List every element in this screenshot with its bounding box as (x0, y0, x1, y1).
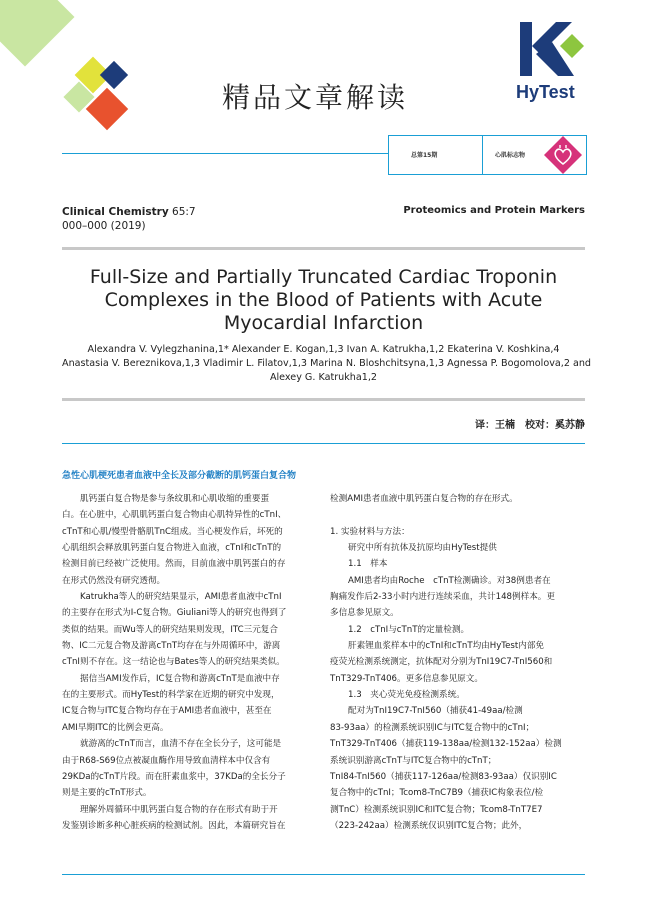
journal-section: Proteomics and Protein Markers (403, 205, 585, 216)
body-line: TnI84-TnI560（捕获117-126aa/检测83-93aa）仅识别IC (330, 771, 557, 782)
body-line: 类似的结果。而Wu等人的研究结果则发现，ITC三元复合 (62, 624, 278, 635)
body-line: 的主要存在形式为I-C复合物。Giuliani等人的研究也得到了 (62, 608, 287, 619)
left-column (62, 491, 324, 834)
body-line (330, 507, 588, 523)
journal-citation (62, 205, 196, 233)
body-line: 29KDa的cTnT片段。而在肝素血浆中，37KDa的全长分子 (62, 771, 286, 782)
brand-name: HyTest (516, 82, 575, 102)
green-tile (0, 0, 74, 66)
body-line: TnT329-TnT406（捕获119-138aa/检测132-152aa）检测 (330, 739, 562, 750)
right-column (330, 491, 588, 834)
body-line: 83-93aa）的检测系统识别IC与ITC复合物中的cTnI； (330, 722, 535, 733)
translator-credit: 译：王楠 校对：奚苏静 (475, 420, 585, 431)
body-line: 检测目前已经被广泛使用。然而，目前血液中肌钙蛋白的存 (62, 559, 286, 570)
body-line: 肝素锂血浆样本中的cTnI和cTnT均由HyTest内部免 (348, 641, 545, 652)
body-line: 在形式仍然没有研究透彻。 (62, 575, 166, 586)
chinese-title: 急性心肌梗死患者血液中全长及部分截断的肌钙蛋白复合物 (62, 471, 297, 481)
body-line: TnT329-TnT406。更多信息参见原文。 (330, 673, 483, 684)
hytest-logo-icon (516, 20, 586, 102)
body-line: 系统识别游离cTnT与ITC复合物中的cTnT； (330, 755, 497, 766)
paper-title-line: Full-Size and Partially Truncated Cardiac Troponin (89, 266, 558, 288)
body-line: 理解外周循环中肌钙蛋白复合物的存在形式有助于开 (80, 804, 278, 815)
body-line: 则是主要的cTnT形式。 (62, 788, 152, 799)
section-rule (62, 443, 585, 444)
body-line: 由于R68-S69位点被凝血酶作用导致血清样本中仅含有 (62, 755, 271, 766)
decorative-tiles (0, 0, 140, 145)
body-line: 就游离的cTnT而言，血清不存在全长分子，这可能是 (80, 739, 282, 750)
body-line: 检测AMI患者血液中肌钙蛋白复合物的存在形式。 (330, 494, 518, 504)
body-line: 1.3 夹心荧光免疫检测系统。 (348, 690, 465, 701)
body-line: 肌钙蛋白复合物是参与条纹肌和心肌收缩的重要蛋 (80, 494, 270, 504)
body-line: AMI早期ITC的比例会更高。 (62, 722, 169, 733)
body-line: 多信息参见原文。 (330, 608, 399, 619)
heart-icon (543, 135, 583, 179)
body-line: 据信当AMI发作后，IC复合物和游离cTnT是血液中存 (80, 673, 280, 684)
rule-bottom (62, 398, 585, 401)
navy-tile (100, 61, 128, 89)
author-line: Alexey G. Katrukha1,2 (269, 372, 378, 383)
body-line: 物、IC二元复合物及游离cTnT均存在与外周循环中，游离 (62, 641, 281, 652)
body-line: cTnT和心肌/慢型骨骼肌TnC组成。当心梗发作后，坏死的 (62, 526, 283, 537)
author-line: Alexandra V. Vylegzhanina,1* Alexander E. Kogan,1,3 Ivan A. Katrukha,1,2 Ekaterina V. Koshkina,4 (87, 344, 560, 355)
issue-box (388, 135, 484, 175)
author-line: Anastasia V. Bereznikova,1,3 Vladimir L. Filatov,1,3 Marina N. Bloshchitsyna,1,3 Agnessa P. Bogomolova,2 and (62, 358, 592, 369)
body-line: Katrukha等人的研究结果显示，AMI患者血液中cTnI (80, 592, 282, 603)
body-line: 1.1 样本 (348, 559, 388, 570)
paper-title-line: Myocardial Infarction (223, 312, 424, 334)
author-list (62, 343, 592, 385)
body-line: 测TnC）检测系统识别IC和ITC复合物；Tcom8-TnT7E7 (330, 804, 543, 815)
body-line: 白。在心脏中，心肌肌钙蛋白复合物由心肌特异性的cTnI、 (62, 510, 287, 521)
body-line: 心肌组织会释放肌钙蛋白复合物进入血液，cTnI和cTnT的 (62, 543, 282, 554)
body-line: 1. 实验材料与方法： (330, 526, 410, 537)
page-title: 精品文章解读 (222, 81, 409, 114)
footer-rule (62, 874, 585, 875)
body-line: IC复合物与ITC复合物均存在于AMI患者血液中，甚至在 (62, 706, 272, 717)
journal-pages: 000–000 (2019) (62, 220, 146, 232)
body-line: 研究中所有抗体及抗原均由HyTest提供 (348, 543, 497, 554)
body-line: 1.2 cTnI与cTnT的定量检测。 (348, 624, 470, 635)
paper-title (62, 266, 585, 335)
journal-volume: 65:7 (172, 206, 196, 218)
body-line: AMI患者均由Roche cTnT检测确诊。对38例患者在 (348, 575, 551, 586)
body-line: （223-242aa）检测系统仅识别ITC复合物；此外， (330, 820, 528, 831)
body-line: 在的主要形式。而HyTest的科学家在近期的研究中发现， (62, 690, 280, 701)
header-rule-left (62, 153, 388, 154)
body-line: 疫荧光检测系统测定，抗体配对分别为TnI19C7-TnI560和 (330, 657, 553, 668)
paper-title-line: Complexes in the Blood of Patients with Acute (104, 289, 543, 311)
body-line: 复合物中的cTnI；Tcom8-TnC7B9（捕获IC构象表位/检 (330, 788, 544, 799)
body-line: 胸痛发作后2-33小时内进行连续采血，共计148例样本。更 (330, 592, 555, 603)
body-line: 发鉴别诊断多种心脏疾病的检测试剂。因此，本篇研究旨在 (62, 820, 286, 831)
issue-label: 总第15期 (411, 152, 438, 159)
topic-label: 心肌标志物 (495, 152, 526, 159)
rule-top (62, 247, 585, 250)
body-line: cTnI则不存在。这一结论也与Bates等人的研究结果类似。 (62, 657, 285, 668)
journal-name: Clinical Chemistry (62, 206, 169, 218)
topic-box (482, 135, 587, 175)
body-line: 配对为TnI19C7-TnI560（捕获41-49aa/检测 (348, 706, 523, 717)
